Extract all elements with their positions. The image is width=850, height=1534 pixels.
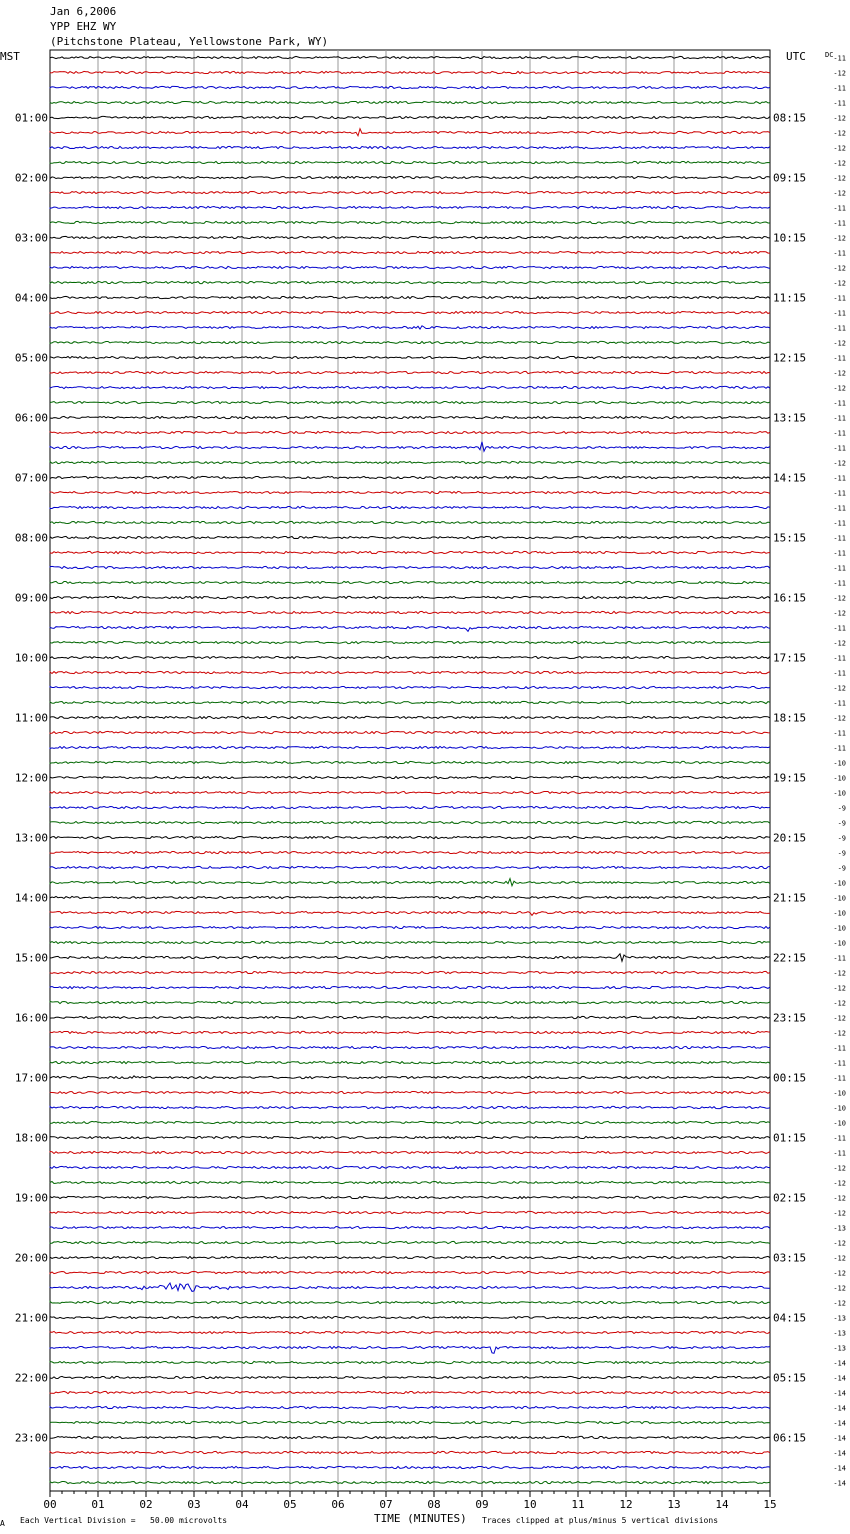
trace-line <box>50 1061 770 1063</box>
dc-offset-label: -11 <box>833 249 846 258</box>
trace-line <box>50 296 770 298</box>
dc-offset-label: -11 <box>833 54 846 63</box>
trace-line <box>50 641 770 643</box>
dc-offset-label: -10 <box>833 1089 846 1098</box>
utc-label: UTC <box>786 50 806 63</box>
dc-offset-label: -10 <box>833 789 846 798</box>
trace-line <box>50 1211 770 1213</box>
dc-offset-label: -11 <box>833 654 846 663</box>
dc-offset-label: -11 <box>833 519 846 528</box>
dc-offset-label: -13 <box>833 1329 846 1338</box>
trace-line <box>50 1331 770 1333</box>
dc-offset-label: -10 <box>833 879 846 888</box>
dc-offset-label: -13 <box>833 1314 846 1323</box>
dc-offset-label: -11 <box>833 579 846 588</box>
dc-offset-label: -12 <box>833 234 846 243</box>
x-tick-label: 02 <box>139 1498 153 1511</box>
utc-hour-label: 13:15 <box>773 411 807 425</box>
dc-offset-label: -12 <box>833 969 846 978</box>
trace-line <box>50 416 770 418</box>
dc-offset-label: -12 <box>833 1254 846 1263</box>
trace-line <box>50 386 770 388</box>
trace-line <box>50 611 770 613</box>
trace-line <box>50 776 770 778</box>
x-tick-label: 03 <box>187 1498 201 1511</box>
dc-offset-label: -12 <box>833 159 846 168</box>
trace-line <box>50 206 770 208</box>
mst-hour-label: 04:00 <box>14 291 48 305</box>
dc-offset-label: -9 <box>837 819 846 828</box>
utc-hour-label: 10:15 <box>773 231 807 245</box>
dc-offset-label: -10 <box>833 1104 846 1113</box>
dc-offset-label: -11 <box>833 729 846 738</box>
trace-line <box>50 791 770 793</box>
mst-hour-label: 10:00 <box>14 651 48 665</box>
dc-offset-label: -11 <box>833 1074 846 1083</box>
dc-offset-label: -12 <box>833 384 846 393</box>
trace-line <box>50 911 770 915</box>
trace-line <box>50 851 770 853</box>
trace-line <box>50 986 770 988</box>
dc-offset-label: -12 <box>833 264 846 273</box>
dc-offset-label: -12 <box>833 459 846 468</box>
mst-hour-label: 15:00 <box>14 951 48 965</box>
x-tick-label: 13 <box>667 1498 681 1511</box>
trace-line <box>50 896 770 898</box>
trace-line <box>50 1181 770 1183</box>
dc-offset-label: -11 <box>833 1044 846 1053</box>
dc-offset-label: -14 <box>833 1479 846 1488</box>
dc-offset-label: -12 <box>833 609 846 618</box>
dc-offset-label: -12 <box>833 1029 846 1038</box>
utc-hour-label: 22:15 <box>773 951 807 965</box>
x-axis-label: TIME (MINUTES) <box>374 1512 467 1525</box>
station-location: (Pitchstone Plateau, Yellowstone Park, WY) <box>50 35 329 48</box>
trace-line <box>50 1106 770 1108</box>
dc-offset-label: -11 <box>833 534 846 543</box>
trace-line <box>50 596 770 598</box>
x-tick-label: 11 <box>571 1498 585 1511</box>
corner-mark: A <box>0 1519 5 1528</box>
dc-offset-label: -14 <box>833 1434 846 1443</box>
trace-line <box>50 1226 770 1228</box>
mst-hour-label: 02:00 <box>14 171 48 185</box>
utc-hour-label: 02:15 <box>773 1191 807 1205</box>
dc-offset-label: -11 <box>833 954 846 963</box>
chart-date: Jan 6,2006 <box>50 5 117 18</box>
trace-line <box>50 491 770 493</box>
dc-offset-label: -11 <box>833 414 846 423</box>
dc-offset-label: -11 <box>833 504 846 513</box>
trace-line <box>50 1136 770 1138</box>
trace-line <box>50 1151 770 1153</box>
x-tick-label: 09 <box>475 1498 489 1511</box>
trace-line <box>50 251 770 253</box>
utc-hour-label: 19:15 <box>773 771 807 785</box>
dc-offset-label: -11 <box>833 1149 846 1158</box>
x-tick-label: 04 <box>235 1498 249 1511</box>
mst-hour-label: 20:00 <box>14 1251 48 1265</box>
trace-line <box>50 1301 770 1303</box>
dc-offset-label: -14 <box>833 1359 846 1368</box>
trace-line <box>50 71 770 73</box>
utc-hour-label: 23:15 <box>773 1011 807 1025</box>
mst-hour-label: 05:00 <box>14 351 48 365</box>
dc-offset-label: -11 <box>833 624 846 633</box>
dc-offset-label: -11 <box>833 429 846 438</box>
x-tick-label: 07 <box>379 1498 393 1511</box>
clip-note: Traces clipped at plus/minus 5 vertical divisions <box>482 1516 719 1525</box>
trace-line <box>50 551 770 553</box>
mst-hour-label: 22:00 <box>14 1371 48 1385</box>
mst-hour-label: 14:00 <box>14 891 48 905</box>
dc-offset-label: -11 <box>833 549 846 558</box>
trace-line <box>50 1361 770 1363</box>
trace-line <box>50 1283 770 1291</box>
dc-offset-label: -12 <box>833 1239 846 1248</box>
dc-offset-label: -12 <box>833 684 846 693</box>
trace-line <box>50 671 770 673</box>
dc-offset-label: -12 <box>833 1269 846 1278</box>
dc-offset-label: -12 <box>833 339 846 348</box>
dc-offset-label: -10 <box>833 774 846 783</box>
trace-line <box>50 626 770 631</box>
utc-hour-label: 01:15 <box>773 1131 807 1145</box>
trace-line <box>50 176 770 178</box>
mst-hour-label: 19:00 <box>14 1191 48 1205</box>
utc-hour-label: 18:15 <box>773 711 807 725</box>
mst-hour-label: 06:00 <box>14 411 48 425</box>
dc-offset-label: -14 <box>833 1464 846 1473</box>
dc-offset-label: -12 <box>833 1284 846 1293</box>
trace-line <box>50 442 770 451</box>
dc-offset-label: -11 <box>833 474 846 483</box>
dc-offset-label: -12 <box>833 1014 846 1023</box>
trace-line <box>50 1001 770 1003</box>
dc-offset-label: -12 <box>833 279 846 288</box>
dc-offset-label: -10 <box>833 1119 846 1128</box>
scale-note: Each Vertical Division = 50.00 microvolts <box>20 1516 228 1525</box>
trace-line <box>50 1241 770 1243</box>
utc-hour-label: 15:15 <box>773 531 807 545</box>
utc-hour-label: 03:15 <box>773 1251 807 1265</box>
trace-line <box>50 731 770 733</box>
dc-offset-label: -10 <box>833 939 846 948</box>
x-tick-label: 10 <box>523 1498 537 1511</box>
dc-offset-label: -12 <box>833 174 846 183</box>
dc-offset-label: -11 <box>833 204 846 213</box>
trace-line <box>50 311 770 313</box>
trace-line <box>50 161 770 163</box>
mst-hour-label: 21:00 <box>14 1311 48 1325</box>
trace-line <box>50 941 770 943</box>
trace-line <box>50 836 770 838</box>
trace-line <box>50 716 770 718</box>
dc-offset-label: -9 <box>837 864 846 873</box>
trace-line <box>50 866 770 868</box>
trace-line <box>50 1076 770 1079</box>
dc-offset-label: -12 <box>833 1209 846 1218</box>
trace-line <box>50 581 770 583</box>
trace-line <box>50 1406 770 1408</box>
trace-line <box>50 1451 770 1453</box>
dc-offset-label: -12 <box>833 69 846 78</box>
utc-hour-label: 04:15 <box>773 1311 807 1325</box>
trace-line <box>50 701 770 703</box>
dc-offset-label: -12 <box>833 1179 846 1188</box>
trace-line <box>50 761 770 763</box>
dc-offset-label: -13 <box>833 1344 846 1353</box>
trace-line <box>50 1256 770 1258</box>
dc-offset-label: -11 <box>833 354 846 363</box>
dc-offset-label: -10 <box>833 924 846 933</box>
dc-offset-label: -11 <box>833 219 846 228</box>
dc-offset-label: -11 <box>833 309 846 318</box>
dc-offset-label: -12 <box>833 984 846 993</box>
trace-line <box>50 926 770 928</box>
trace-line <box>50 461 770 463</box>
trace-line <box>50 129 770 136</box>
dc-offset-label: -12 <box>833 114 846 123</box>
dc-offset-label: -13 <box>833 1224 846 1233</box>
trace-line <box>50 1016 770 1018</box>
utc-hour-label: 16:15 <box>773 591 807 605</box>
mst-hour-label: 08:00 <box>14 531 48 545</box>
x-tick-label: 01 <box>91 1498 105 1511</box>
dc-offset-label: -10 <box>833 894 846 903</box>
trace-line <box>50 746 770 748</box>
mst-hour-label: 17:00 <box>14 1071 48 1085</box>
dc-offset-label: -14 <box>833 1374 846 1383</box>
trace-line <box>50 1421 770 1423</box>
dc-offset-label: -9 <box>837 804 846 813</box>
dc-offset-label: -11 <box>833 1059 846 1068</box>
trace-line <box>50 101 770 103</box>
trace-line <box>50 431 770 433</box>
mst-hour-label: 16:00 <box>14 1011 48 1025</box>
dc-offset-label: -12 <box>833 1299 846 1308</box>
x-tick-label: 08 <box>427 1498 441 1511</box>
dc-offset-label: -14 <box>833 1404 846 1413</box>
mst-hour-label: 09:00 <box>14 591 48 605</box>
mst-hour-label: 07:00 <box>14 471 48 485</box>
dc-offset-label: -14 <box>833 1449 846 1458</box>
trace-line <box>50 1376 770 1378</box>
trace-line <box>50 821 770 823</box>
trace-line <box>50 566 770 568</box>
utc-hour-label: 17:15 <box>773 651 807 665</box>
dc-offset-label: -11 <box>833 324 846 333</box>
trace-line <box>50 341 770 343</box>
dc-offset-label: -12 <box>833 144 846 153</box>
trace-line <box>50 221 770 223</box>
utc-hour-label: 08:15 <box>773 111 807 125</box>
dc-offset-label: -11 <box>833 444 846 453</box>
dc-offset-label: -11 <box>833 1134 846 1143</box>
x-tick-label: 00 <box>43 1498 57 1511</box>
dc-offset-label: -11 <box>833 564 846 573</box>
trace-line <box>50 954 770 961</box>
mst-hour-label: 23:00 <box>14 1431 48 1445</box>
mst-hour-label: 03:00 <box>14 231 48 245</box>
mst-hour-label: 11:00 <box>14 711 48 725</box>
mst-hour-label: 18:00 <box>14 1131 48 1145</box>
trace-line <box>50 86 770 88</box>
utc-hour-label: 12:15 <box>773 351 807 365</box>
mst-hour-label: 13:00 <box>14 831 48 845</box>
dc-offset-label: -9 <box>837 849 846 858</box>
dc-offset-label: -11 <box>833 99 846 108</box>
trace-line <box>50 116 770 118</box>
trace-line <box>50 281 770 283</box>
trace-line <box>50 1031 770 1033</box>
trace-line <box>50 56 770 58</box>
trace-line <box>50 506 770 508</box>
trace-line <box>50 476 770 478</box>
trace-line <box>50 656 770 658</box>
trace-line <box>50 1196 770 1198</box>
dc-offset-label: -12 <box>833 369 846 378</box>
utc-hour-label: 09:15 <box>773 171 807 185</box>
trace-line <box>50 686 770 688</box>
trace-line <box>50 1481 770 1483</box>
trace-line <box>50 1271 770 1273</box>
trace-line <box>50 879 770 886</box>
trace-line <box>50 371 770 373</box>
utc-hour-label: 11:15 <box>773 291 807 305</box>
dc-offset-label: -11 <box>833 84 846 93</box>
trace-line <box>50 401 770 403</box>
dc-offset-label: -12 <box>833 999 846 1008</box>
x-tick-label: 06 <box>331 1498 345 1511</box>
dc-offset-label: -14 <box>833 1419 846 1428</box>
utc-hour-label: 14:15 <box>773 471 807 485</box>
trace-line <box>50 1316 770 1318</box>
dc-offset-label: -11 <box>833 489 846 498</box>
dc-offset-label: -11 <box>833 399 846 408</box>
mst-hour-label: 12:00 <box>14 771 48 785</box>
trace-line <box>50 1121 770 1123</box>
trace-line <box>50 1091 770 1093</box>
trace-line <box>50 1166 770 1168</box>
dc-offset-label: -10 <box>833 759 846 768</box>
dc-offset-label: -12 <box>833 714 846 723</box>
dc-offset-label: -14 <box>833 1389 846 1398</box>
station-title: YPP EHZ WY <box>50 20 117 33</box>
trace-line <box>50 356 770 358</box>
mst-label: MST <box>0 50 20 63</box>
dc-offset-label: -12 <box>833 594 846 603</box>
x-tick-label: 15 <box>763 1498 777 1511</box>
dc-offset-label: -12 <box>833 1194 846 1203</box>
dc-offset-label: -12 <box>833 639 846 648</box>
trace-line <box>50 1436 770 1438</box>
trace-line <box>50 806 770 808</box>
utc-hour-label: 05:15 <box>773 1371 807 1385</box>
dc-offset-label: -11 <box>833 294 846 303</box>
trace-line <box>50 536 770 538</box>
trace-line <box>50 1346 770 1353</box>
utc-hour-label: 00:15 <box>773 1071 807 1085</box>
dc-offset-label: -11 <box>833 669 846 678</box>
trace-line <box>50 266 770 268</box>
dc-offset-label: -12 <box>833 1164 846 1173</box>
dc-offset-label: -10 <box>833 909 846 918</box>
trace-line <box>50 521 770 523</box>
trace-line <box>50 146 770 148</box>
dc-offset-label: -12 <box>833 189 846 198</box>
dc-offset-label: -11 <box>833 699 846 708</box>
dc-label: DC <box>825 51 834 59</box>
dc-offset-label: -12 <box>833 129 846 138</box>
trace-line <box>50 1046 770 1048</box>
x-tick-label: 12 <box>619 1498 633 1511</box>
utc-hour-label: 06:15 <box>773 1431 807 1445</box>
dc-offset-label: -11 <box>833 744 846 753</box>
trace-line <box>50 1466 770 1468</box>
plot-frame <box>50 50 770 1491</box>
dc-offset-label: -9 <box>837 834 846 843</box>
trace-line <box>50 236 770 238</box>
x-tick-label: 14 <box>715 1498 729 1511</box>
trace-line <box>50 326 770 329</box>
trace-line <box>50 1391 770 1393</box>
utc-hour-label: 21:15 <box>773 891 807 905</box>
trace-line <box>50 191 770 193</box>
mst-hour-label: 01:00 <box>14 111 48 125</box>
trace-line <box>50 971 770 973</box>
x-tick-label: 05 <box>283 1498 297 1511</box>
utc-hour-label: 20:15 <box>773 831 807 845</box>
